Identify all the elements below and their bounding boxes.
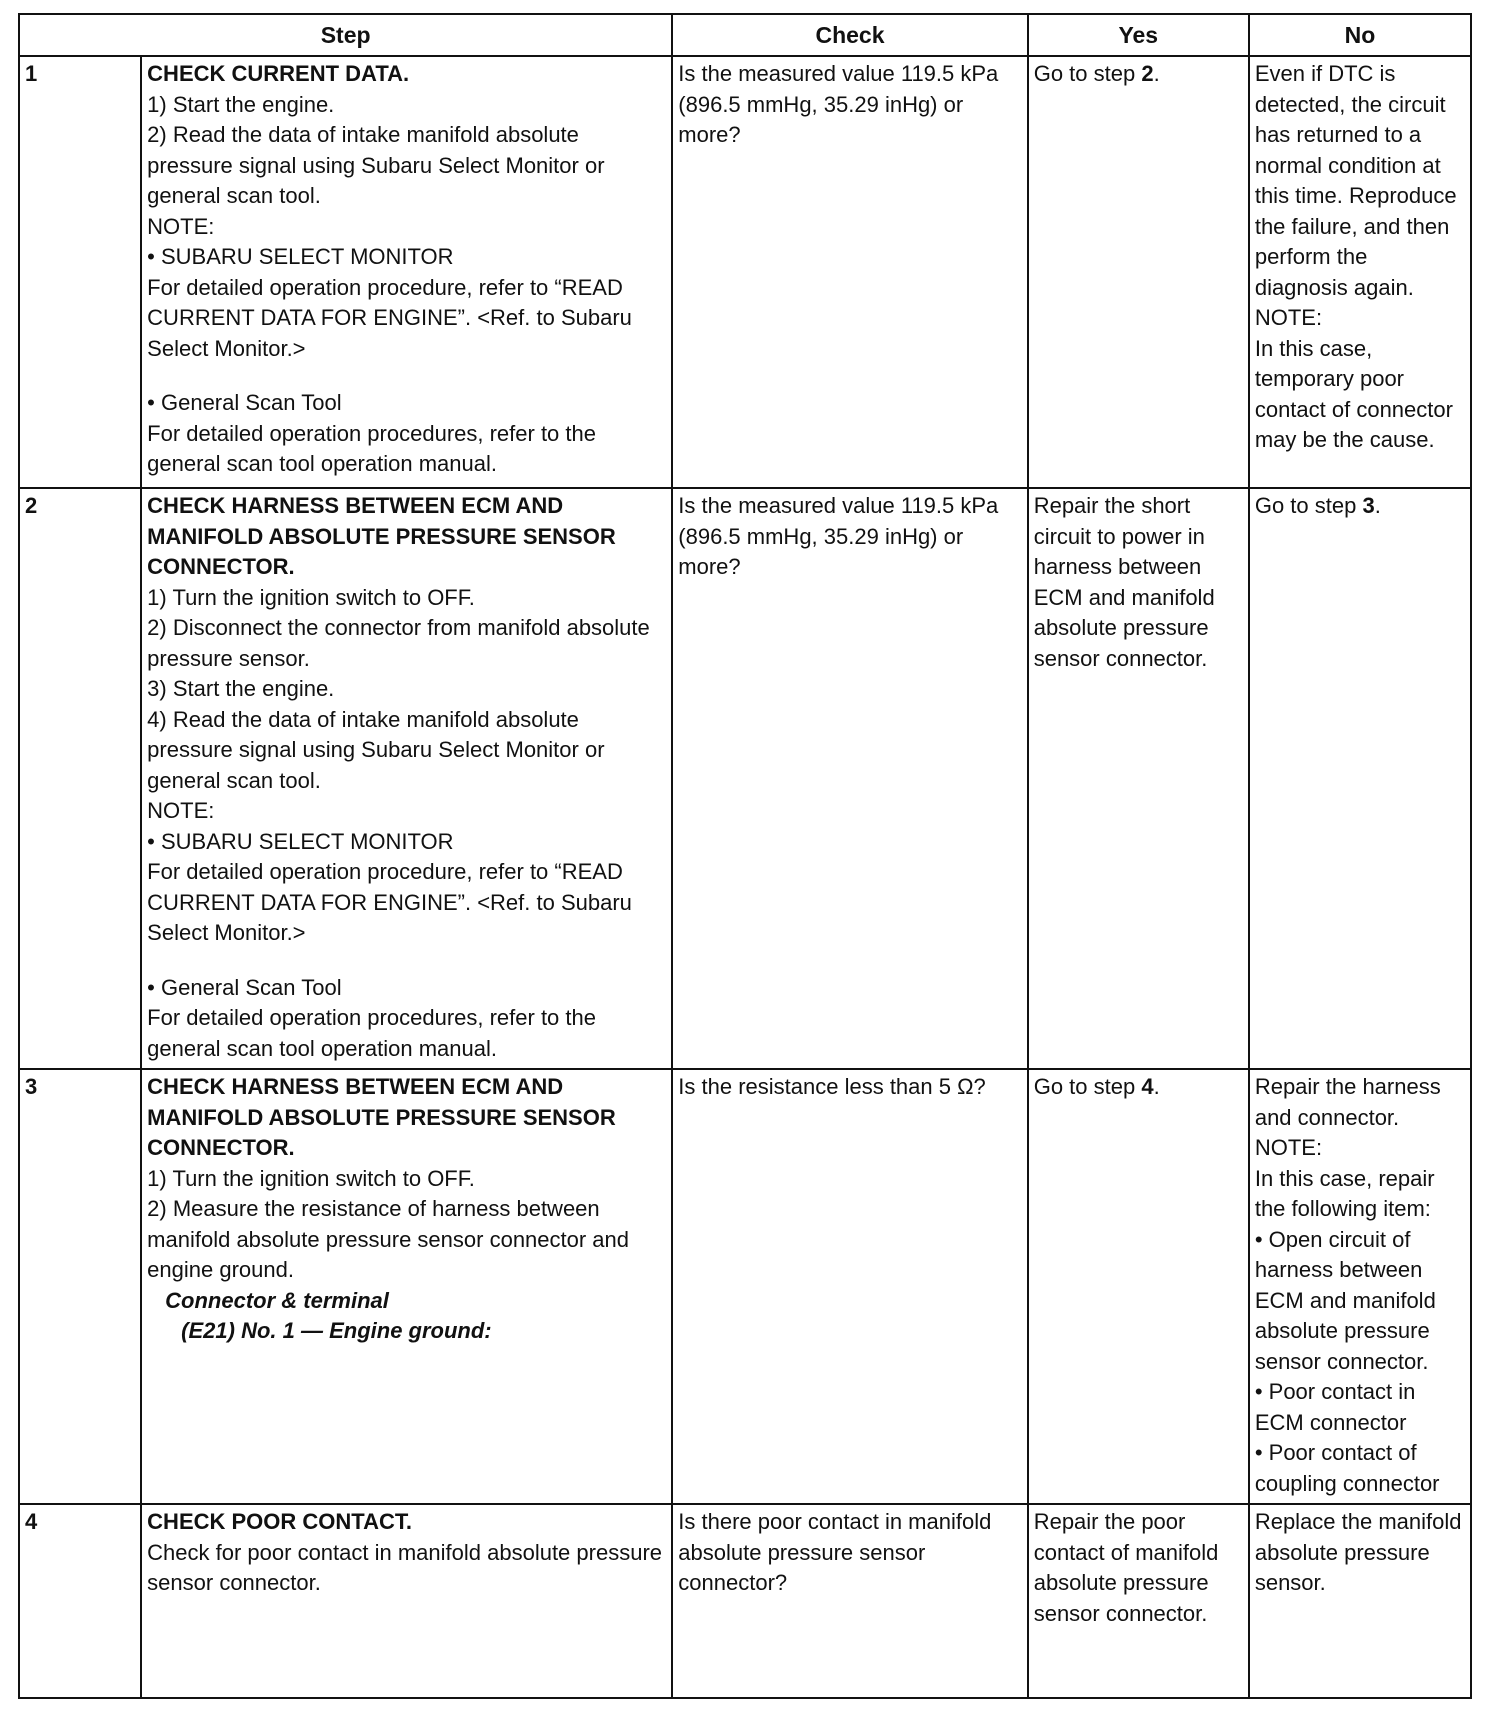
step-line: For detailed operation procedure, refer to “READ CURRENT DATA FOR ENGINE”. <Ref. to Subaru Select Monitor.> [147, 274, 632, 361]
step-title: CHECK CURRENT DATA. [147, 61, 410, 86]
no-text: Repair the harness and connector. [1254, 1074, 1441, 1130]
step-line: 2) Read the data of intake manifold absolute pressure signal using Subaru Select Monitor or general scan tool. [147, 122, 605, 208]
step-line: • General Scan Tool [147, 390, 342, 415]
step-number: 2 [19, 488, 141, 1069]
step-line: 3) Start the engine. [147, 676, 335, 701]
header-step: Step [19, 14, 672, 56]
list-item: • Poor contact of coupling connector [1254, 1440, 1440, 1496]
no-text: Even if DTC is detected, the circuit has returned to a normal condition at this time. Reproduce the failure, and then perform the diagnosis again. [1254, 61, 1457, 300]
no-cell: Replace the manifold absolute pressure sensor. [1249, 1504, 1471, 1698]
check-cell: Is the measured value 119.5 kPa (896.5 mmHg, 35.29 inHg) or more? [672, 56, 1027, 488]
note-label: NOTE: [1254, 1135, 1323, 1160]
step-line: 1) Turn the ignition switch to OFF. [147, 584, 475, 610]
step-number: 3 [19, 1069, 141, 1504]
step-title: CHECK HARNESS BETWEEN ECM AND MANIFOLD ABSOLUTE PRESSURE SENSOR CONNECTOR. [147, 1074, 616, 1160]
step-line: 4) Read the data of intake manifold absolute pressure signal using Subaru Select Monitor or general scan tool. [147, 706, 605, 793]
step-ref: 3 [1362, 493, 1375, 518]
list-item: • Poor contact in ECM connector [1254, 1379, 1416, 1435]
check-cell: Is the measured value 119.5 kPa (896.5 mmHg, 35.29 inHg) or more? [672, 488, 1027, 1069]
check-cell: Is there poor contact in manifold absolute pressure sensor connector? [672, 1504, 1027, 1698]
yes-text: Go to step [1033, 1074, 1142, 1099]
step-number: 4 [19, 1504, 141, 1698]
check-cell: Is the resistance less than 5 Ω? [672, 1069, 1027, 1504]
step-title: CHECK HARNESS BETWEEN ECM AND MANIFOLD ABSOLUTE PRESSURE SENSOR CONNECTOR. [147, 493, 616, 579]
step-line: Check for poor contact in manifold absolute pressure sensor connector. [147, 1539, 663, 1595]
step-line: For detailed operation procedures, refer to the general scan tool operation manual. [147, 420, 596, 476]
yes-text: Go to step [1033, 61, 1142, 86]
no-cell [1249, 1069, 1471, 1504]
note-label: NOTE: [147, 798, 215, 823]
step-title: CHECK POOR CONTACT. [147, 1509, 412, 1534]
step-ref: 2 [1141, 61, 1154, 86]
step-line: For detailed operation procedures, refer to the general scan tool operation manual. [147, 1005, 596, 1061]
step-line: • SUBARU SELECT MONITOR [147, 828, 454, 854]
step-cell [141, 488, 672, 1069]
table-row [19, 56, 1471, 488]
table-row [19, 488, 1471, 1069]
diagnosis-table [18, 13, 1472, 1699]
step-cell [141, 56, 672, 488]
header-no: No [1249, 14, 1471, 56]
list-item: • Open circuit of harness between ECM and manifold absolute pressure sensor connector. [1254, 1226, 1436, 1374]
yes-cell [1028, 56, 1249, 488]
step-ref: 4 [1141, 1074, 1154, 1099]
step-line: 1) Turn the ignition switch to OFF. [147, 1165, 475, 1191]
step-number: 1 [19, 56, 141, 488]
table-header-row [19, 14, 1471, 56]
step-cell [141, 1504, 672, 1698]
step-line: For detailed operation procedure, refer to “READ CURRENT DATA FOR ENGINE”. <Ref. to Subaru Select Monitor.> [147, 859, 632, 945]
no-cell [1249, 56, 1471, 488]
step-cell [141, 1069, 672, 1504]
note-text: In this case, temporary poor contact of connector may be the cause. [1254, 335, 1453, 452]
step-line: 2) Measure the resistance of harness between manifold absolute pressure sensor connector and engine ground. [147, 1196, 630, 1282]
step-line: 1) Start the engine. [147, 91, 335, 117]
yes-text: . [1153, 61, 1160, 86]
yes-cell: Repair the short circuit to power in harness between ECM and manifold absolute pressure sensor connector. [1028, 488, 1249, 1069]
header-check: Check [672, 14, 1027, 56]
table-row [19, 1504, 1471, 1698]
yes-cell [1028, 1069, 1249, 1504]
note-text: In this case, repair the following item: [1254, 1165, 1435, 1221]
step-line: • General Scan Tool [147, 974, 342, 1000]
yes-text: . [1153, 1074, 1160, 1099]
yes-cell: Repair the poor contact of manifold absolute pressure sensor connector. [1028, 1504, 1249, 1698]
step-line: • SUBARU SELECT MONITOR [147, 244, 454, 269]
note-label: NOTE: [147, 213, 215, 239]
note-label: NOTE: [1254, 305, 1323, 330]
spec-label: Connector & terminal [165, 1287, 389, 1313]
table-row [19, 1069, 1471, 1504]
no-cell [1249, 488, 1471, 1069]
step-line: 2) Disconnect the connector from manifold absolute pressure sensor. [147, 615, 650, 671]
spec-value: (E21) No. 1 — Engine ground: [181, 1318, 492, 1343]
no-text: Go to step [1254, 493, 1363, 518]
no-text: . [1374, 493, 1381, 518]
header-yes: Yes [1028, 14, 1249, 56]
